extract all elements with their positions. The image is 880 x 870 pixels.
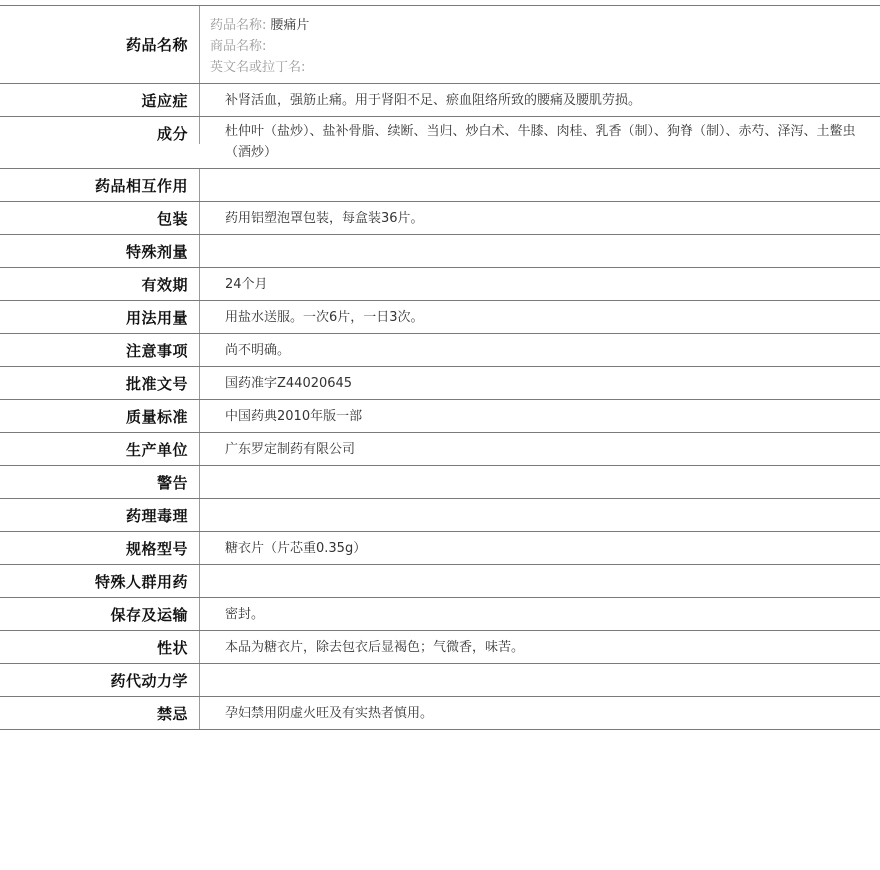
spec-value: 中国药典2010年版一部: [225, 408, 363, 424]
english-name-key: 英文名或拉丁名:: [210, 60, 306, 75]
spec-row-precautions: [0, 334, 880, 367]
spec-row-indications: [0, 84, 880, 117]
spec-label: 禁忌: [0, 697, 200, 729]
spec-label: 药代动力学: [0, 664, 200, 696]
spec-label: 保存及运输: [0, 598, 200, 630]
spec-value: [200, 499, 880, 531]
spec-value: 广东罗定制药有限公司: [225, 441, 356, 457]
spec-value: [200, 466, 880, 498]
trade-name-line: [210, 36, 860, 57]
spec-row-packaging: [0, 202, 880, 235]
spec-label: 注意事项: [0, 334, 200, 366]
spec-row-quality-standard: [0, 400, 880, 433]
spec-label: 规格型号: [0, 532, 200, 564]
spec-value: 用盐水送服。一次6片，一日3次。: [225, 309, 424, 325]
spec-row-ingredients: [0, 117, 880, 169]
spec-value: 孕妇禁用阴虚火旺及有实热者慎用。: [225, 705, 434, 721]
spec-row-specification: [0, 532, 880, 565]
drug-spec-table: [0, 5, 880, 730]
spec-value: 药用铝塑泡罩包装，每盒装36片。: [225, 210, 424, 226]
spec-row-special-dosage: [0, 235, 880, 268]
spec-value: 尚不明确。: [225, 342, 291, 358]
spec-row-shelf-life: [0, 268, 880, 301]
spec-label: 特殊剂量: [0, 235, 200, 267]
spec-row-pharmacokinetics: [0, 664, 880, 697]
spec-label: 药理毒理: [0, 499, 200, 531]
spec-value: 本品为糖衣片，除去包衣后显褐色；气微香，味苦。: [225, 639, 525, 655]
spec-value: 糖衣片（片芯重0.35g）: [225, 540, 367, 556]
english-name-line: [210, 57, 860, 78]
spec-value: 国药准字Z44020645: [225, 375, 353, 391]
spec-row-drug-name: [0, 6, 880, 84]
spec-label: 适应症: [0, 84, 200, 116]
spec-value: [200, 169, 880, 201]
drug-name-block: [200, 6, 880, 83]
spec-row-description: [0, 631, 880, 664]
spec-value: 24个月: [225, 276, 268, 292]
spec-row-usage-dosage: [0, 301, 880, 334]
spec-row-contraindications: [0, 697, 880, 730]
spec-value: [200, 664, 880, 696]
spec-label: 成分: [0, 117, 200, 144]
spec-row-warning: [0, 466, 880, 499]
spec-row-special-populations: [0, 565, 880, 598]
spec-row-storage: [0, 598, 880, 631]
generic-name-key: 药品名称:: [210, 18, 267, 33]
spec-value: 杜仲叶（盐炒）、盐补骨脂、续断、当归、炒白术、牛膝、肉桂、乳香（制）、狗脊（制）、赤芍、泽泻、土鳖虫（酒炒）: [225, 124, 856, 160]
spec-value: [200, 565, 880, 597]
spec-value: 补肾活血，强筋止痛。用于肾阳不足、瘀血阻络所致的腰痛及腰肌劳损。: [225, 92, 642, 108]
spec-row-interactions: [0, 169, 880, 202]
spec-label: 警告: [0, 466, 200, 498]
generic-name-line: [210, 15, 860, 36]
spec-row-approval-number: [0, 367, 880, 400]
spec-label: 药品名称: [0, 6, 200, 83]
spec-label: 药品相互作用: [0, 169, 200, 201]
spec-label: 性状: [0, 631, 200, 663]
spec-label: 包装: [0, 202, 200, 234]
spec-label: 特殊人群用药: [0, 565, 200, 597]
spec-value: 密封。: [225, 606, 265, 622]
spec-label: 有效期: [0, 268, 200, 300]
spec-row-manufacturer: [0, 433, 880, 466]
spec-label: 批准文号: [0, 367, 200, 399]
spec-label: 用法用量: [0, 301, 200, 333]
spec-label: 质量标准: [0, 400, 200, 432]
trade-name-key: 商品名称:: [210, 39, 267, 54]
generic-name-value: 腰痛片: [270, 18, 310, 33]
spec-row-pharmacology: [0, 499, 880, 532]
spec-label: 生产单位: [0, 433, 200, 465]
spec-value: [200, 235, 880, 267]
